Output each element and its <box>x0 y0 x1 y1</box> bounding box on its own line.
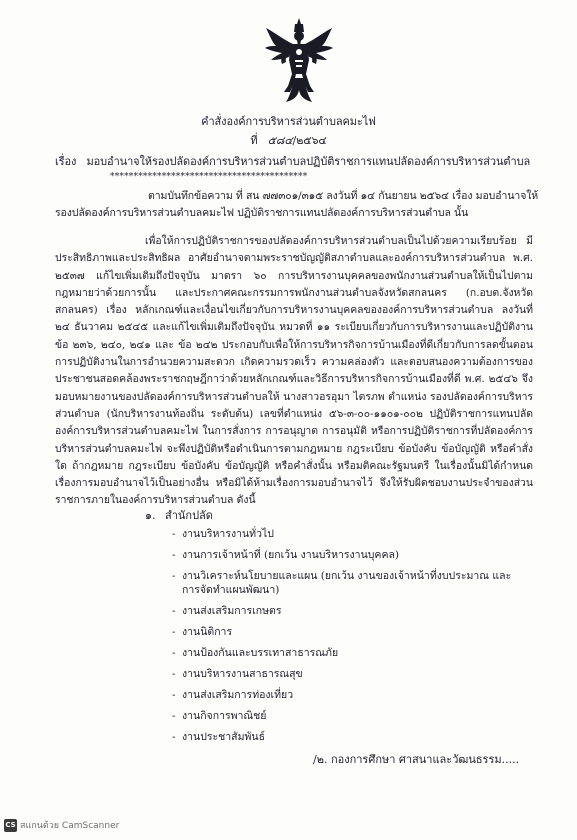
section-item-list <box>172 527 512 751</box>
list-item: - งานนิติการ <box>172 625 512 639</box>
garuda-emblem-icon <box>262 16 336 104</box>
paragraph-1-line-1: ตามบันทึกข้อความ ที่ สน ๗๗๓๐๑/๓๑๕ ลงวันที่ ๑๔ กันยายน ๒๕๖๔ เรื่อง มอบอำนาจให้ <box>148 190 539 202</box>
order-number-year: /๒๕๖๔ <box>292 134 327 147</box>
list-item: - งานวิเคราะห์นโยบายและแผน (ยกเว้น งานของเจ้าหน้าที่งบประมาณ และการจัดทำแผนพัฒนา) <box>172 569 512 597</box>
subject-text: มอบอำนาจให้รองปลัดองค์การบริหารส่วนตำบลปฏิบัติราชการแทนปลัดองค์การบริหารส่วนตำบล <box>86 155 531 168</box>
order-number-prefix: ที่ <box>250 134 258 147</box>
list-item: - งานส่งเสริมการท่องเที่ยว <box>172 688 512 702</box>
list-item: - งานประชาสัมพันธ์ <box>172 730 512 744</box>
list-item: - งานบริหารงานทั่วไป <box>172 527 512 541</box>
scanner-text: สแกนด้วย CamScanner <box>20 821 120 831</box>
list-item: - งานส่งเสริมการเกษตร <box>172 604 512 618</box>
list-item: - งานป้องกันและบรรเทาสาธารณภัย <box>172 646 512 660</box>
camscanner-logo-icon: CS <box>4 819 17 832</box>
list-item: - งานบริหารงานสาธารณสุข <box>172 667 512 681</box>
list-item: - งานกิจการพาณิชย์ <box>172 709 512 723</box>
order-number <box>0 134 577 147</box>
order-number-handwritten: ๕๘๔ <box>267 134 293 147</box>
subject-label: เรื่อง <box>55 155 77 168</box>
paragraph-1-line-2: รองปลัดองค์การบริหารส่วนตำบลคมะไฟ ปฏิบัติราชการแทนปลัดองค์การบริหารส่วนตำบล นั้น <box>55 207 469 219</box>
paragraph-2-text: เพื่อให้การปฏิบัติราชการของปลัดองค์การบริหารส่วนตำบลเป็นไปด้วยความเรียบร้อย มีประสิทธิภาพและประสิทธิผล อาศัยอำนาจตามพระราชบัญญัติสภาตำบลและองค์การบริหารส่วนตำบล พ.ศ. ๒๕๓๗ แก้ไขเพิ่มเติมถึงปัจจุบัน มาตรา ๖๐ การบริหารงานบุคคลของพนักงานส่วนตำบลให้เป็นไปตามกฎหมายว่าด้วยการนั้น และประกาศคณะกรรมการพนักงานส่วนตำบลจังหวัดสกลนคร (ก.อบต.จังหวัดสกลนคร) เรื่อง หลักเกณฑ์และเงื่อนไขเกี่ยวกับการบริหารงานบุคคลขององค์การบริหารส่วนตำบล ลงวันที่ ๒๔ ธันวาคม ๒๕๔๕ และแก้ไขเพิ่มเติมถึงปัจจุบัน หมวดที่ ๑๑ ระเบียบเกี่ยวกับการบริหารงานและปฏิบัติงาน ข้อ ๒๓๖, ๒๔๐, ๒๔๑ และ ข้อ ๒๔๒ ประกอบกับเพื่อให้การบริหารกิจการบ้านเมืองที่ดีเกี่ยวกับการลดขั้นตอนการปฏิบัติงานในการอำนวยความสะดวก เกิดความรวดเร็ว ความคล่องตัว และตอบสนองความต้องการของประชาชนสอดคล้องพระราชกฤษฎีกาว่าด้วยหลักเกณฑ์และวิธีการบริหารกิจการบ้านเมืองที่ดี พ.ศ. ๒๕๔๖ จึงมอบหมายงานของปลัดองค์การบริหารส่วนตำบลให้ นางสาวอรอุมา ไตรภพ ตำแหน่ง รองปลัดองค์การบริหารส่วนตำบล (นักบริหารงานท้องถิ่น ระดับต้น) เลขที่ตำแหน่ง ๕๖-๓-๐๐-๑๑๐๑-๐๐๒ ปฏิบัติราชการแทนปลัดองค์การบริหารส่วนตำบลคมะไฟ ในการสั่งการ การอนุญาต การอนุมัติ หรือการปฏิบัติราชการที่ปลัดองค์การบริหารส่วนตำบลคมะไฟ จะพึงปฏิบัติหรือดำเนินการตามกฎหมาย กฎระเบียบ ข้อบังคับ ข้อบัญญัติ หรือคำสั่งใด ถ้ากฎหมาย กฎระเบียบ ข้อบังคับ ข้อบัญญัติ หรือคำสั่งนั้น หรือมติคณะรัฐมนตรี ในเรื่องนั้นมิได้กำหนดเรื่องการมอบอำนาจไว้เป็นอย่างอื่น หรือมิได้ห้ามเรื่องการมอบอำนาจไว้ จึงให้รับผิดชอบงานประจำของส่วนราชการภายในองค์การบริหารส่วนตำบล ดังนี้ <box>55 235 533 507</box>
section-heading <box>145 506 213 524</box>
section-number: ๑. <box>145 509 156 522</box>
paragraph-2 <box>55 233 533 510</box>
separator: ****************************************** <box>110 172 308 182</box>
scanner-watermark <box>4 818 119 832</box>
list-item: - งานการเจ้าหน้าที่ (ยกเว้น งานบริหารงานบุคคล) <box>172 548 512 562</box>
section-title: สำนักปลัด <box>165 509 213 522</box>
continuation-note: /๒. กองการศึกษา ศาสนาและวัฒนธรรม..... <box>313 753 520 766</box>
subject-line <box>55 155 530 168</box>
order-title: คำสั่งองค์การบริหารส่วนตำบลคมะไฟ <box>201 115 376 128</box>
